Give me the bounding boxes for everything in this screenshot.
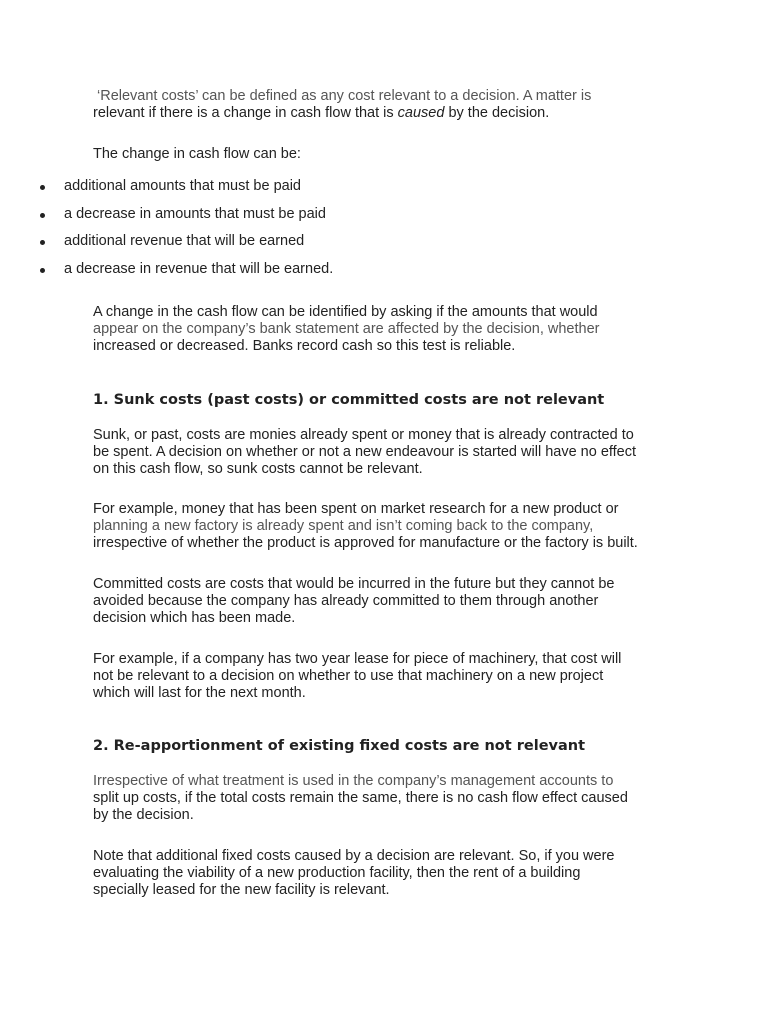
change-intro-text: The change in cash flow can be: — [93, 146, 301, 162]
paragraph-line: decision which has been made. — [93, 610, 296, 626]
paragraph-line: by the decision. — [93, 807, 194, 823]
list-item — [0, 233, 700, 261]
list-item-text: a decrease in revenue that will be earned. — [64, 260, 334, 277]
section-1-paragraph-2 — [93, 501, 683, 552]
section-1-paragraph-3 — [93, 576, 683, 627]
bank-line-1: A change in the cash flow can be identified by asking if the amounts that would — [93, 304, 598, 320]
intro-line-1: ‘Relevant costs’ can be defined as any cost relevant to a decision. A matter is — [97, 88, 592, 104]
section-1-paragraph-1 — [93, 427, 683, 478]
section-1-paragraph-4 — [93, 651, 683, 702]
section-2-paragraph-2 — [93, 848, 683, 899]
intro-line-2 — [93, 105, 683, 122]
intro-line-2-end: by the decision. — [444, 105, 550, 121]
list-item — [0, 206, 700, 234]
list-item — [0, 261, 700, 289]
list-item-text: additional revenue that will be earned — [64, 233, 305, 249]
paragraph-line: irrespective of whether the product is approved for manufacture or the factory is built. — [93, 535, 638, 551]
bank-statement-paragraph — [93, 304, 683, 355]
bullet-icon — [40, 268, 45, 273]
paragraph-line: not be relevant to a decision on whether to use that machinery on a new project — [93, 668, 604, 684]
list-item — [0, 178, 700, 206]
paragraph-line: be spent. A decision on whether or not a new endeavour is started will have no effect — [93, 444, 637, 460]
paragraph-line: which will last for the next month. — [93, 685, 306, 701]
section-1-heading: 1. Sunk costs (past costs) or committed costs are not relevant — [93, 392, 605, 408]
paragraph-line: evaluating the viability of a new production facility, then the rent of a building — [93, 865, 581, 881]
section-2-paragraph-1 — [93, 773, 683, 824]
paragraph-line: Committed costs are costs that would be incurred in the future but they cannot be — [93, 576, 615, 592]
bank-line-2: appear on the company’s bank statement are affected by the decision, whether — [93, 321, 600, 337]
bullet-icon — [40, 185, 45, 190]
list-item-text: a decrease in amounts that must be paid — [64, 205, 326, 222]
paragraph-line: Sunk, or past, costs are monies already spent or money that is already contracted to — [93, 427, 634, 443]
paragraph-line: Irrespective of what treatment is used in the company’s management accounts to — [93, 773, 614, 789]
bank-line-3: increased or decreased. Banks record cash so this test is reliable. — [93, 338, 516, 354]
cash-flow-change-list — [0, 178, 700, 288]
paragraph-line: specially leased for the new facility is relevant. — [93, 882, 390, 898]
list-item-text: additional amounts that must be paid — [64, 178, 301, 194]
paragraph-line: Note that additional fixed costs caused by a decision are relevant. So, if you were — [93, 848, 615, 864]
change-intro-paragraph — [93, 146, 683, 163]
paragraph-line: For example, money that has been spent on market research for a new product or — [93, 501, 619, 517]
paragraph-line: on this cash flow, so sunk costs cannot be relevant. — [93, 461, 423, 477]
paragraph-line: For example, if a company has two year lease for piece of machinery, that cost will — [93, 651, 622, 667]
intro-emphasis: caused — [397, 105, 445, 121]
paragraph-line: planning a new factory is already spent and isn’t coming back to the company, — [93, 518, 594, 534]
intro-line-2-start: relevant if there is a change in cash flow that is — [93, 105, 398, 121]
section-2-heading: 2. Re-apportionment of existing fixed costs are not relevant — [93, 738, 586, 754]
intro-paragraph — [93, 88, 683, 122]
bullet-icon — [40, 240, 45, 245]
paragraph-line: avoided because the company has already committed to them through another — [93, 593, 599, 609]
bullet-icon — [40, 213, 45, 218]
paragraph-line: split up costs, if the total costs remain the same, there is no cash flow effect caused — [93, 790, 628, 806]
